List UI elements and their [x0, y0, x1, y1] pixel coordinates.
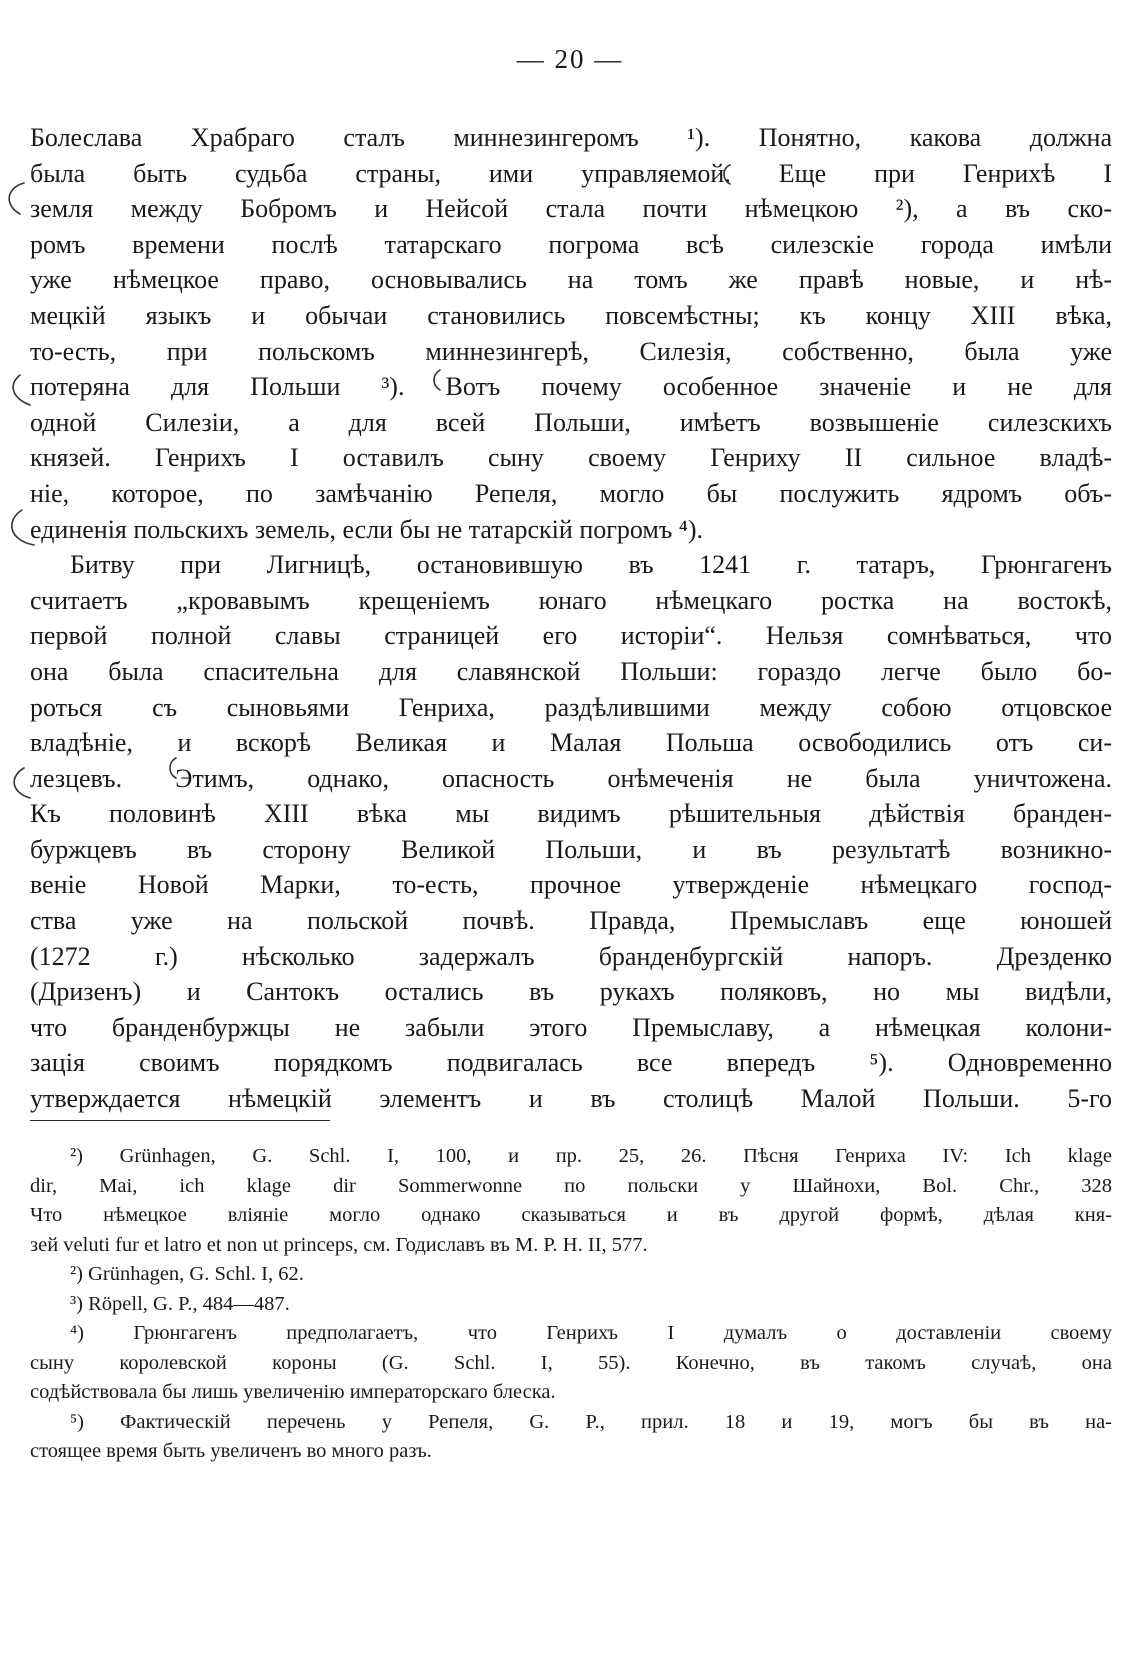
- footnote-line: сыну королевской короны (G. Schl. I, 55). Конечно, въ такомъ случаѣ, она: [30, 1351, 1112, 1374]
- margin-bracket: [13, 375, 30, 405]
- footnote-line: ⁴) Грюнгагенъ предполагаетъ, что Генрихъ I думалъ о доставленіи своему: [70, 1322, 1112, 1344]
- footnote-line: ²) Grünhagen, G. Schl. I, 100, и пр. 25, 26. Пѣсня Генриха IV: Ich klage: [70, 1145, 1112, 1167]
- text-line: первой полной славы страницей его исторіи“. Нельзя сомнѣваться, что: [30, 621, 1112, 651]
- text-line: (Дризенъ) и Сантокъ остались въ рукахъ поляковъ, но мы видѣли,: [30, 977, 1112, 1007]
- margin-bracket: [14, 768, 30, 798]
- text-line: Болеслава Храбраго сталъ миннезингеромъ ¹). Понятно, какова должна: [30, 123, 1112, 152]
- text-line: то-есть, при польскомъ миннезингерѣ, Силезія, собственно, была уже: [30, 336, 1112, 366]
- text-line: ніе, которое, по замѣчанію Репеля, могло бы послужить ядромъ объ-: [30, 478, 1112, 508]
- text-line: владѣніе, и вскорѣ Великая и Малая Польша освободились отъ си-: [30, 728, 1112, 758]
- text-line: единенія польскихъ земель, если бы не татарскій погромъ ⁴).: [30, 514, 704, 544]
- text-line: одной Силезіи, а для всей Польши, имѣетъ возвышеніе силезскихъ: [30, 407, 1112, 437]
- text-line: утверждается нѣмецкій элементъ и въ столицѣ Малой Польши. 5-го: [30, 1084, 1112, 1114]
- text-line: (1272 г.) нѣсколько задержалъ бранденбургскій напоръ. Дрезденко: [30, 941, 1112, 971]
- text-line: ства уже на польской почвѣ. Правда, Премыславъ еще юношей: [30, 906, 1112, 936]
- text-line: считаетъ „кровавымъ крещеніемъ юнаго нѣмецкаго ростка на востокѣ,: [30, 585, 1112, 615]
- footnote-line: ²) Grünhagen, G. Schl. I, 62.: [70, 1263, 304, 1285]
- footnote-line: dir, Mai, ich klage dir Sommerwonne по польски у Шайнохи, Bol. Chr., 328: [30, 1174, 1112, 1197]
- footnote-line: стоящее время быть увеличенъ во много разъ.: [30, 1440, 432, 1462]
- text-line: буржцевъ въ сторону Великой Польши, и въ результатѣ возникно-: [30, 834, 1112, 864]
- text-line: ромъ времени послѣ татарскаго погрома всѣ силезскіе города имѣли: [30, 229, 1112, 259]
- text-line: лезцевъ. Этимъ, однако, опасность онѣмеченія не была уничтожена.: [30, 763, 1112, 793]
- text-line: была быть судьба страны, ими управляемой. Еще при Генрихѣ I: [30, 158, 1112, 188]
- text-line: князей. Генрихъ I оставилъ сыну своему Генриху II сильное владѣ-: [30, 443, 1112, 473]
- main-text: [30, 120, 1112, 1117]
- footnote-line: зей veluti fur et latro et non ut princeps, см. Годиславъ въ M. P. H. II, 577.: [30, 1233, 648, 1256]
- text-line: она была спасительна для славянской Польши: гораздо легче было бо-: [30, 656, 1112, 686]
- text-line: мецкій языкъ и обычаи становились повсемѣстны; къ концу XIII вѣка,: [30, 300, 1112, 330]
- text-line: Къ половинѣ XIII вѣка мы видимъ рѣшительныя дѣйствія бранден-: [30, 799, 1112, 829]
- footnote-line: ³) Röpell, G. P., 484—487.: [70, 1292, 290, 1315]
- text-line: Битву при Лигницѣ, остановившую въ 1241 г. татаръ, Грюнгагенъ: [70, 550, 1112, 580]
- text-line: уже нѣмецкое право, основывались на томъ же правѣ новые, и нѣ-: [30, 265, 1112, 295]
- text-line: земля между Бобромъ и Нейсой стала почти нѣмецкою ²), а въ ско-: [30, 194, 1112, 224]
- footnote-line: Что нѣмецкое вліяніе могло однако сказываться и въ другой формѣ, дѣлая кня-: [30, 1204, 1112, 1226]
- text-line: что бранденбуржцы не забыли этого Премыславу, а нѣмецкая колони-: [30, 1012, 1112, 1042]
- footnote-divider: [30, 1120, 330, 1121]
- text-line: зація своимъ порядкомъ подвигалась все впередъ ⁵). Одновременно: [30, 1048, 1112, 1078]
- footnote-line: содѣйствовала бы лишь увеличенію императорскаго блеска.: [30, 1381, 556, 1403]
- footnotes: [30, 1142, 1112, 1467]
- margin-bracket: [9, 183, 24, 214]
- page-number: — 20 —: [516, 44, 624, 74]
- text-line: роться съ сыновьями Генриха, раздѣлившими между собою отцовское: [30, 692, 1112, 722]
- text-line: потеряна для Польши ³). Вотъ почему особенное значеніе и не для: [30, 372, 1112, 402]
- footnote-line: ⁵) Фактическій перечень у Репеля, G. P., прил. 18 и 19, могъ бы въ на-: [70, 1410, 1112, 1433]
- text-line: веніе Новой Марки, то-есть, прочное утвержденіе нѣмецкаго господ-: [30, 870, 1112, 900]
